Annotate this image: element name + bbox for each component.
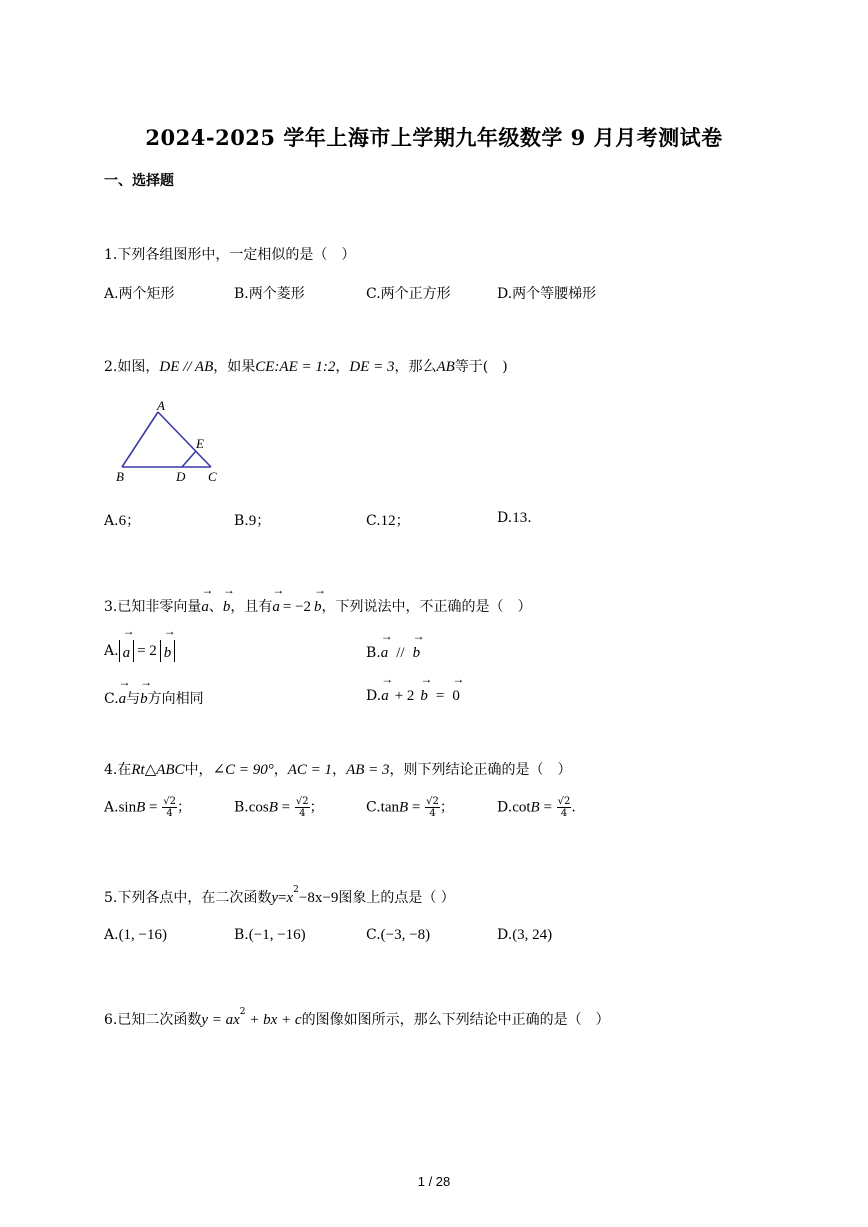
equals-sign: = — [408, 799, 425, 816]
vector-symbol: a — [122, 645, 131, 661]
q4-separator: ， — [332, 762, 347, 778]
q3-option-c — [104, 675, 204, 708]
option-value: (1, −16) — [118, 927, 168, 943]
q2-condition-length: DE = 3 — [349, 359, 395, 375]
option-letter: A. — [104, 643, 119, 659]
q5-option-b — [234, 927, 306, 944]
option-value: (−3, −8) — [380, 927, 431, 943]
trig-function: cos — [248, 799, 269, 816]
label-d: D — [176, 469, 186, 484]
option-end: ； — [176, 799, 191, 816]
vector-symbol: b — [314, 599, 322, 615]
fraction — [425, 796, 440, 819]
q2-option-b — [234, 510, 270, 530]
q4-separator: ， — [273, 762, 288, 778]
fraction — [295, 796, 310, 819]
q5-prefix: 5.下列各点中，在二次函数 — [104, 890, 272, 906]
q3-option-b — [366, 629, 425, 662]
vector-b — [163, 624, 176, 666]
vector-arrow: → — [272, 583, 285, 597]
function-part-1: y = ax — [201, 1012, 240, 1028]
vector-arrow: → — [412, 629, 425, 643]
option-letter: C. — [366, 513, 381, 529]
vector-a — [380, 629, 393, 662]
option-letter: D. — [497, 510, 513, 526]
q5-suffix: 图象上的点是（ ） — [338, 890, 455, 906]
q2-separator: ， — [335, 359, 350, 375]
fraction — [162, 796, 177, 819]
vector-arrow: → — [201, 583, 214, 597]
vector-symbol: a — [272, 599, 280, 615]
q2-target: AB — [436, 359, 455, 375]
q4-prefix: 4.在 — [104, 762, 132, 778]
equals-sign: = — [277, 799, 294, 816]
vector-a — [381, 672, 394, 705]
vector-symbol: b — [222, 599, 231, 615]
question-2-stem — [104, 356, 508, 376]
trig-variable: B — [399, 799, 409, 816]
option-value: (−1, −16) — [248, 927, 306, 943]
option-value: 12 — [380, 513, 396, 529]
question-3-stem — [104, 583, 532, 616]
option-end: ； — [439, 799, 454, 816]
option-letter: B. — [234, 799, 249, 816]
q3-option-d — [366, 672, 465, 705]
magnitude-a — [119, 624, 135, 662]
option-letter: D. — [497, 799, 513, 816]
option-value: 9 — [248, 513, 257, 529]
vector-b — [314, 583, 327, 616]
label-e: E — [196, 436, 204, 451]
vector-symbol: a — [381, 688, 389, 704]
label-b: B — [116, 469, 124, 484]
option-value: 6 — [118, 513, 127, 529]
option-end: ； — [395, 513, 410, 529]
vector-symbol: a — [380, 645, 389, 661]
vector-arrow: → — [452, 672, 465, 686]
q4-option-d — [497, 796, 576, 819]
q4-option-c — [366, 796, 454, 819]
trig-function: sin — [118, 799, 137, 816]
vector-a — [272, 583, 285, 616]
equals-sign: = — [145, 799, 162, 816]
vector-arrow: → — [222, 583, 235, 597]
fraction — [557, 796, 572, 819]
vector-symbol: b — [420, 688, 428, 704]
fraction-numerator: √2 — [163, 796, 176, 807]
q1-option-d: D.两个等腰梯形 — [497, 286, 597, 302]
triangle-figure — [112, 396, 224, 488]
q4-triangle: Rt△ABC — [131, 762, 185, 778]
trig-function: cot — [512, 799, 531, 816]
q5-option-a — [104, 927, 167, 944]
q4-option-b — [234, 796, 324, 819]
q4-suffix: ，则下列结论正确的是（ ） — [389, 762, 572, 778]
vector-b — [222, 583, 235, 616]
vector-arrow: → — [381, 672, 394, 686]
q3-prefix: 3.已知非零向量 — [104, 599, 202, 615]
fraction-denominator: 4 — [429, 808, 436, 819]
q3-separator: 、 — [208, 599, 223, 615]
option-value: 13 — [512, 510, 528, 526]
fraction-denominator: 4 — [166, 808, 173, 819]
question-1-stem: 1.下列各组图形中，一定相似的是（ ） — [104, 247, 356, 263]
option-value: (3, 24) — [512, 927, 553, 943]
q3-option-c-conjunction: 与 — [126, 691, 141, 707]
trig-variable: B — [136, 799, 146, 816]
fraction-numerator: √2 — [557, 796, 571, 807]
page-number: 1 / 28 — [417, 1174, 451, 1189]
q1-option-a: A.两个矩形 — [104, 286, 175, 302]
vector-a — [118, 675, 131, 708]
q6-suffix: 的图像如图所示，那么下列结论中正确的是（ ） — [301, 1012, 610, 1028]
option-letter: A. — [104, 513, 119, 529]
vector-symbol: b — [412, 645, 421, 661]
q3-mid-text: ，且有 — [230, 599, 273, 615]
option-letter: A. — [104, 799, 119, 816]
question-5-stem — [104, 887, 455, 907]
vector-arrow: → — [380, 629, 393, 643]
vector-symbol: b — [163, 645, 172, 661]
vector-arrow: → — [314, 583, 327, 597]
vector-a — [201, 583, 214, 616]
fraction-numerator: √2 — [295, 796, 309, 807]
option-letter: D. — [497, 927, 513, 943]
q2-mid-text-2: ，那么 — [394, 359, 437, 375]
q4-condition-ac: AC = 1 — [287, 762, 333, 778]
q2-option-a — [104, 510, 140, 530]
fraction-denominator: 4 — [560, 808, 568, 819]
q2-option-c — [366, 510, 410, 530]
q2-condition-ratio: CE:AE = 1:2 — [255, 359, 336, 375]
q2-condition-parallel: DE // AB — [159, 359, 214, 375]
zero-vector — [452, 672, 465, 705]
option-letter: C. — [366, 927, 381, 943]
option-letter: B. — [366, 645, 381, 661]
q5-option-c — [366, 927, 430, 944]
q3-option-a — [104, 624, 176, 662]
option-end: . — [571, 799, 576, 816]
q3-equation-operator: = −2 — [282, 599, 312, 615]
vector-symbol: a — [118, 691, 127, 707]
vector-symbol: a — [201, 599, 209, 615]
label-c: C — [208, 469, 217, 484]
page-title: 2024-2025 学年上海市上学期九年级数学 9 月月考测试卷 — [145, 125, 723, 150]
vector-symbol: 0 — [452, 688, 460, 704]
vector-symbol: b — [140, 691, 148, 707]
option-letter: B. — [234, 927, 249, 943]
segment-de — [182, 451, 196, 467]
plus-operator: + 2 — [394, 688, 415, 704]
q2-option-d — [497, 510, 532, 527]
function-exponent: 2 — [293, 885, 299, 895]
fraction-denominator: 4 — [299, 808, 306, 819]
q6-prefix: 6.已知二次函数 — [104, 1012, 202, 1028]
option-letter: B. — [234, 513, 249, 529]
label-a: A — [157, 398, 165, 413]
trig-function: tan — [380, 799, 399, 816]
parallel-operator: // — [396, 645, 405, 661]
option-letter: C. — [104, 691, 119, 707]
option-end: ； — [309, 799, 324, 816]
trig-variable: B — [530, 799, 540, 816]
equals-sign: = — [539, 799, 556, 816]
vector-arrow: → — [140, 675, 153, 689]
q4-condition-ab: AB = 3 — [346, 762, 390, 778]
q1-option-c: C.两个正方形 — [366, 286, 451, 302]
vector-arrow: → — [420, 672, 433, 686]
q5-option-d — [497, 927, 552, 944]
option-end: . — [527, 510, 532, 526]
option-letter: A. — [104, 927, 119, 943]
q2-prefix: 2.如图， — [104, 359, 160, 375]
vector-b — [140, 675, 153, 708]
fraction-numerator: √2 — [426, 796, 439, 807]
function-x: x — [286, 890, 294, 906]
trig-variable: B — [268, 799, 278, 816]
vector-arrow: → — [163, 624, 176, 638]
function-part-2: + bx + c — [245, 1012, 302, 1028]
option-letter: C. — [366, 799, 381, 816]
magnitude-b — [160, 624, 176, 662]
equals-operator: = — [435, 688, 445, 704]
vector-arrow: → — [122, 624, 135, 638]
section-heading: 一、选择题 — [104, 173, 174, 189]
side-ab — [122, 412, 158, 467]
vector-arrow: → — [118, 675, 131, 689]
question-4-stem — [104, 759, 572, 779]
function-y: y — [271, 890, 279, 906]
q2-suffix: 等于( ) — [454, 359, 508, 375]
vector-b — [412, 629, 425, 662]
vector-b — [420, 672, 433, 705]
q4-condition-angle: ∠C = 90° — [212, 762, 274, 778]
q3-option-a-operator: = 2 — [137, 643, 157, 659]
q3-suffix: ，下列说法中，不正确的是（ ） — [321, 599, 532, 615]
vector-a — [122, 624, 135, 666]
option-letter: D. — [366, 688, 382, 704]
function-exponent: 2 — [239, 1007, 246, 1017]
question-6-stem — [104, 1009, 610, 1029]
function-rest: −8x−9 — [298, 890, 339, 906]
q4-option-a — [104, 796, 191, 819]
q1-option-b: B.两个菱形 — [234, 286, 305, 302]
q4-mid-text: 中， — [184, 762, 213, 778]
q3-option-c-tail: 方向相同 — [147, 691, 204, 707]
function-equals: = — [278, 890, 287, 906]
q2-mid-text: ，如果 — [213, 359, 256, 375]
option-end: ； — [256, 513, 271, 529]
option-end: ； — [126, 513, 141, 529]
